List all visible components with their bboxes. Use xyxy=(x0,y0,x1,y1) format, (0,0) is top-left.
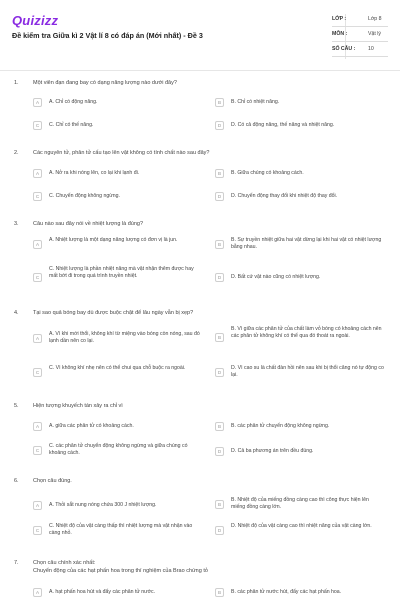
option-text: A. Chỉ có động năng. xyxy=(49,99,98,105)
question-number: 4. xyxy=(14,310,19,316)
option-letter-badge: A xyxy=(33,422,42,431)
question-text: Tại sao quả bóng bay dù được buộc chặt để lâu ngày vẫn bị xẹp? xyxy=(33,310,194,316)
meta-value-subject: Vật lý xyxy=(368,31,381,37)
option-text: A. hạt phấn hoa hút và đẩy các phân tử nước. xyxy=(49,589,156,595)
option-text: C. các phân tử chuyển động không ngừng và giữa chúng có khoảng cách. xyxy=(49,443,188,457)
question-number: 5. xyxy=(14,403,19,409)
option-text: A. Nhiệt lượng là một dạng năng lượng có đơn vị là jun. xyxy=(49,237,178,243)
question-number: 7. xyxy=(14,560,19,566)
option-text: D. Nhiệt độ của vật càng cao thì nhiệt năng của vật càng lớn. xyxy=(231,523,372,529)
question-number: 1. xyxy=(14,80,19,86)
option-text: B. các phân tử chuyển động không ngừng. xyxy=(231,423,330,429)
option-text: D. Bất cứ vật nào cũng có nhiệt lượng. xyxy=(231,274,321,280)
option-letter-badge: C xyxy=(33,273,42,282)
option-letter-badge: A xyxy=(33,98,42,107)
question-text: Một viên đạn đang bay có dạng năng lượng nào dưới đây? xyxy=(33,80,177,86)
meta-value-count: 10 xyxy=(368,46,374,52)
option-text: A. Vì khi mới thổi, không khí từ miệng vào bóng còn nóng, sau đó lạnh dần nên co lại. xyxy=(49,331,200,345)
option-letter-badge: B xyxy=(215,98,224,107)
question-number: 6. xyxy=(14,478,19,484)
meta-row-subject xyxy=(318,29,390,42)
option-letter-badge: D xyxy=(215,273,224,282)
option-letter-badge: C xyxy=(33,446,42,455)
option-text: C. Chuyển động không ngừng. xyxy=(49,193,120,199)
option-text: C. Vì không khí nhẹ nên có thể chui qua chỗ buộc ra ngoài. xyxy=(49,365,186,371)
meta-label-subject: MÔN : xyxy=(332,31,348,37)
option-text: C. Nhiệt độ của vật càng thấp thì nhiệt lượng mà vật nhận vào càng nhỏ. xyxy=(49,523,193,537)
question-number: 2. xyxy=(14,150,19,156)
option-letter-badge: D xyxy=(215,192,224,201)
option-letter-badge: D xyxy=(215,447,224,456)
meta-label-count: SỐ CÂU : xyxy=(332,46,356,52)
question-text: Chọn câu chính xác nhất: xyxy=(33,560,96,566)
option-text: D. Vì cao su là chất đàn hồi nên sau khi bị thổi căng nó tự động co lại. xyxy=(231,365,384,379)
quizizz-logo: Quizizz xyxy=(12,13,59,28)
meta-row-count xyxy=(318,44,390,57)
option-text: A. Nở ra khi nóng lên, co lại khi lạnh đi. xyxy=(49,170,140,176)
question-text: Câu nào sau đây nói về nhiệt lượng là đúng? xyxy=(33,221,144,227)
page-title: Đề kiểm tra Giữa kì 2 Vật lí 8 có đáp án (Mới nhất) - Đề 3 xyxy=(12,31,203,40)
option-letter-badge: B xyxy=(215,333,224,342)
question-text: Chọn câu đúng. xyxy=(33,478,72,484)
option-letter-badge: D xyxy=(215,121,224,130)
meta-label-grade: LỚP : xyxy=(332,16,347,22)
option-letter-badge: C xyxy=(33,121,42,130)
option-letter-badge: B xyxy=(215,240,224,249)
option-text: C. Chỉ có thế năng. xyxy=(49,122,94,128)
option-letter-badge: D xyxy=(215,526,224,535)
header-divider xyxy=(0,70,400,71)
question-text-line-2: Chuyển động của các hạt phấn hoa trong thí nghiệm của Brao chứng tỏ xyxy=(33,568,208,574)
question-text: Các nguyên tử, phân tử cấu tạo lên vật không có tính chất nào sau đây? xyxy=(33,150,210,156)
option-text: C. Nhiệt lượng là phần nhiệt năng mà vật nhận thêm được hay mất bớt đi trong quá trình truyền nhiệt. xyxy=(49,266,194,280)
option-letter-badge: D xyxy=(215,368,224,377)
option-letter-badge: B xyxy=(215,422,224,431)
question-number: 3. xyxy=(14,221,19,227)
option-letter-badge: C xyxy=(33,526,42,535)
option-text: D. Cả ba phương án trên đều đúng. xyxy=(231,448,314,454)
option-text: B. Sự truyền nhiệt giữa hai vật dừng lại khi hai vật có nhiệt lượng bằng nhau. xyxy=(231,237,382,251)
option-letter-badge: B xyxy=(215,169,224,178)
option-letter-badge: B xyxy=(215,588,224,597)
option-letter-badge: B xyxy=(215,500,224,509)
question-text: Hiện tượng khuyếch tán xảy ra chỉ vì xyxy=(33,403,123,409)
option-text: A. giữa các phân tử có khoảng cách. xyxy=(49,423,134,429)
option-text: D. Chuyển động thay đổi khi nhiệt độ thay đổi. xyxy=(231,193,338,199)
option-letter-badge: A xyxy=(33,334,42,343)
option-text: B. Giữa chúng có khoảng cách. xyxy=(231,170,304,176)
option-letter-badge: C xyxy=(33,368,42,377)
option-text: B. các phân tử nước hút, đẩy các hạt phấn hoa. xyxy=(231,589,342,595)
meta-value-grade: Lớp 8 xyxy=(368,16,382,22)
option-text: A. Thỏi sắt nung nóng chứa 300 J nhiệt lượng. xyxy=(49,502,157,508)
meta-row-grade xyxy=(318,14,390,27)
option-letter-badge: C xyxy=(33,192,42,201)
option-letter-badge: A xyxy=(33,588,42,597)
option-letter-badge: A xyxy=(33,169,42,178)
option-text: D. Có cả động năng, thế năng và nhiệt năng. xyxy=(231,122,335,128)
option-letter-badge: A xyxy=(33,501,42,510)
option-text: B. Chỉ có nhiệt năng. xyxy=(231,99,280,105)
option-letter-badge: A xyxy=(33,240,42,249)
option-text: B. Vì giữa các phân tử của chất làm vỏ bóng có khoảng cách nên các phân tử không khí có thể qua đó thoát ra ngoài. xyxy=(231,326,382,340)
header xyxy=(0,0,400,72)
option-text: B. Nhiệt độ của miếng đồng càng cao thì công thực hiện lên miếng đồng càng lớn. xyxy=(231,497,369,511)
